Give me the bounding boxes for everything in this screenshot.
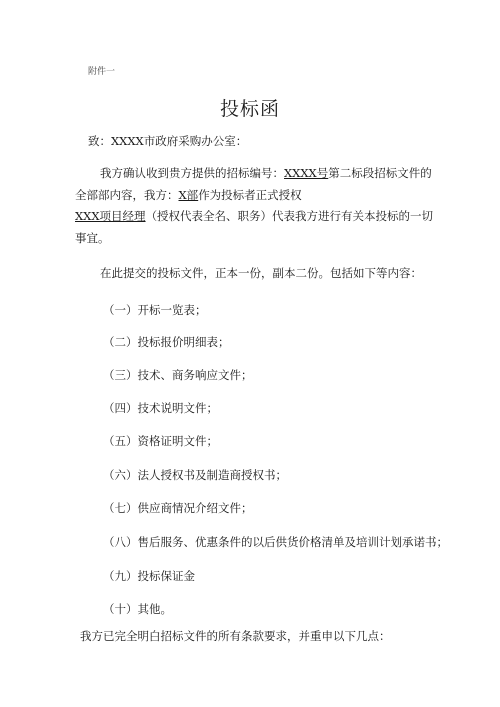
attachment-label: 附件一 (88, 67, 116, 77)
list-item: （九）投标保证金 (103, 569, 195, 583)
list-item: （四）技术说明文件； (103, 401, 218, 415)
list-item: （一）开标一览表； (103, 303, 207, 317)
list-item: （十）其他。 (103, 602, 172, 616)
list-item: （七）供应商情况介绍文件； (103, 501, 253, 515)
closing-statement: 我方已完全明白招标文件的所有条款要求，并重申以下几点： (80, 629, 391, 643)
bidder-company: X部 (178, 187, 199, 202)
list-item: （三）技术、商务响应文件； (103, 368, 253, 382)
tender-number: XXXX号 (284, 166, 329, 180)
document-title: 投标函 (219, 98, 280, 120)
addressee-line: 致：XXXX市政府采购办公室： (88, 134, 248, 148)
list-item: （五）资格证明文件； (103, 434, 218, 448)
para1-text-1: 我方确认收到贵方提供的招标编号： (100, 166, 284, 180)
list-item: （八）售后服务、优惠条件的以后供货价格清单及培训计划承诺书； (103, 535, 448, 549)
list-item: （六）法人授权书及制造商授权书； (103, 468, 287, 482)
list-item: （二）投标报价明细表； (103, 335, 230, 349)
para1-text-2: 第二标段招标文件的全部部内容，我方： (75, 166, 432, 202)
para1-text-4: （授权代表全名、职务）代表我方进行有关本投标的一切事宜。 (75, 209, 434, 245)
authorized-representative: XXX项目经理 (75, 209, 146, 223)
submission-paragraph: 在此提交的投标文件，正本一份，副本二份。包括如下等内容： (100, 266, 422, 280)
para1-text-3: 作为投标者正式授权 (198, 187, 302, 202)
confirmation-paragraph (75, 163, 440, 249)
